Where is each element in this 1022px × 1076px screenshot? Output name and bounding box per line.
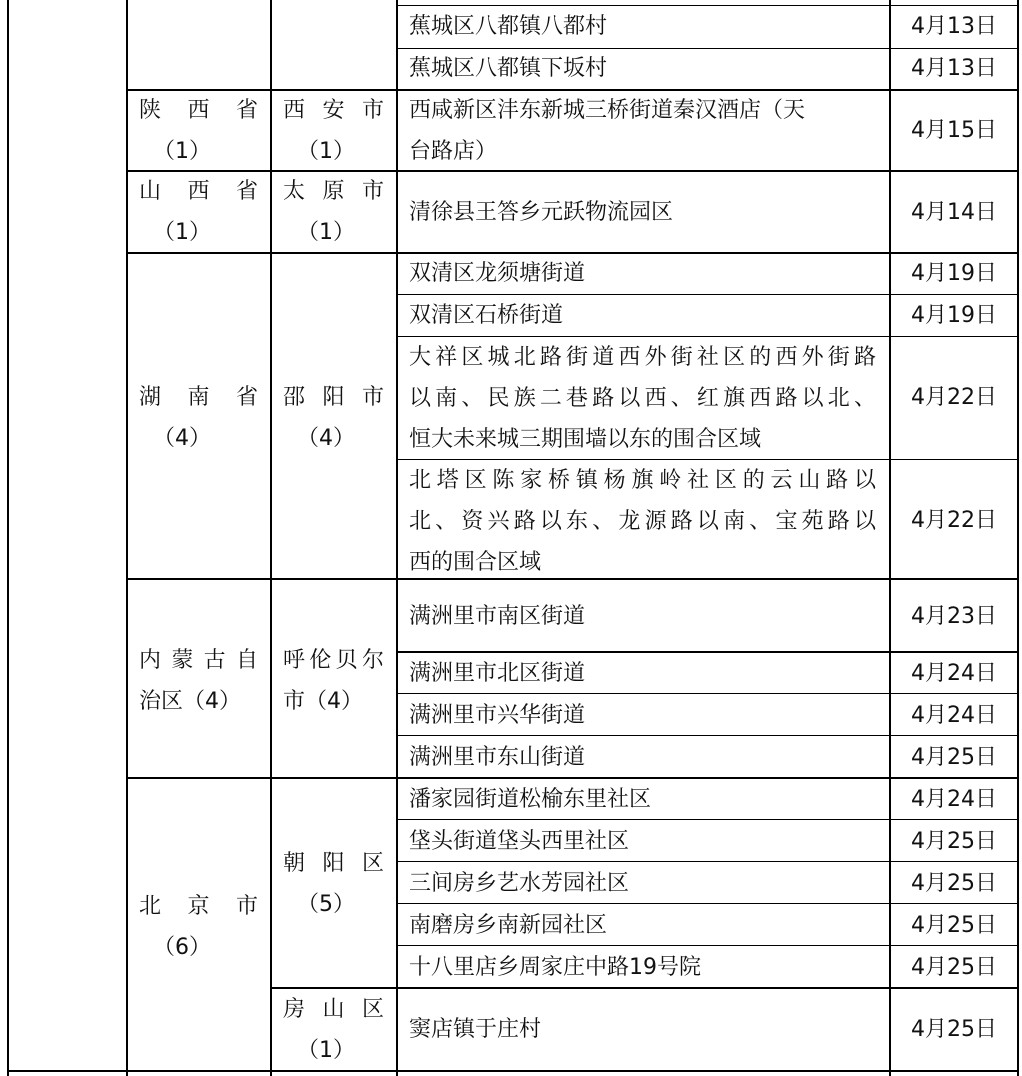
date-cell: 4月14日	[911, 200, 997, 225]
city-count: （5）	[297, 892, 355, 917]
place-line: 西的围合区域	[409, 550, 542, 575]
province-count: （6）	[153, 935, 211, 960]
city-count: （1）	[297, 220, 355, 245]
place-cell: 三间房乡艺水芳园社区	[409, 871, 630, 896]
place-line: 以南、民族二巷路以西、红旗西路以北、	[409, 386, 876, 411]
province-name: 湖南省	[139, 385, 258, 410]
province-cell	[128, 90, 270, 172]
place-cell: 双清区石桥街道	[409, 303, 564, 328]
date-cell: 4月19日	[911, 303, 997, 328]
place-cell: 十八里店乡周家庄中路19号院	[409, 955, 701, 980]
city-cell	[272, 640, 396, 722]
place-line: 西咸新区沣东新城三桥街道秦汉酒店（天	[409, 98, 806, 123]
table-border	[7, 1070, 1019, 1072]
place-line: 台路店）	[409, 139, 498, 164]
province-cell	[128, 377, 270, 459]
province-cell	[128, 171, 270, 253]
city-cell	[272, 843, 396, 925]
place-line: 恒大未来城三期围墙以东的围合区域	[409, 427, 762, 452]
city-count: （1）	[297, 139, 355, 164]
province-cell	[128, 886, 270, 968]
place-cell: 垡头街道垡头西里社区	[409, 829, 630, 854]
city-cell	[272, 989, 396, 1071]
place-cell: 满洲里市兴华街道	[409, 703, 586, 728]
province-name: 北京市	[139, 894, 258, 919]
date-cell: 4月24日	[911, 661, 997, 686]
city-name: 房山区	[283, 997, 384, 1022]
place-cell: 双清区龙须塘街道	[409, 261, 586, 286]
table-border	[7, 0, 9, 1076]
province-cell	[128, 640, 270, 722]
city-name: 邵阳市	[283, 385, 384, 410]
place-cell: 清徐县王答乡元跃物流园区	[409, 200, 674, 225]
place-cell	[398, 337, 888, 460]
date-cell: 4月25日	[911, 913, 997, 938]
place-cell: 潘家园街道松榆东里社区	[409, 787, 652, 812]
province-count: （1）	[153, 220, 211, 245]
place-cell: 满洲里市北区街道	[409, 661, 586, 686]
province-count: （4）	[153, 426, 211, 451]
province-name: 陕西省	[139, 98, 258, 123]
province-count: （1）	[153, 139, 211, 164]
date-cell: 4月25日	[911, 745, 997, 770]
date-cell: 4月15日	[911, 118, 997, 143]
place-cell: 满洲里市东山街道	[409, 745, 586, 770]
date-cell: 4月13日	[911, 14, 997, 39]
place-line: 大祥区城北路街道西外街社区的西外街路	[409, 345, 876, 370]
province-name: 内蒙古自	[139, 648, 258, 673]
province-name: 治区（4）	[139, 689, 241, 714]
city-cell	[272, 90, 396, 172]
place-line: 北、资兴路以东、龙源路以南、宝苑路以	[409, 509, 876, 534]
city-name: 太原市	[283, 179, 384, 204]
city-count: （1）	[297, 1038, 355, 1063]
city-name: 西安市	[283, 98, 384, 123]
city-name: 朝阳区	[283, 851, 384, 876]
place-cell: 蕉城区八都镇下坂村	[409, 56, 608, 81]
date-cell: 4月25日	[911, 1017, 997, 1042]
date-cell: 4月13日	[911, 56, 997, 81]
date-cell: 4月22日	[911, 385, 997, 410]
city-name: 市（4）	[283, 689, 363, 714]
city-cell	[272, 377, 396, 459]
place-line: 北塔区陈家桥镇杨旗岭社区的云山路以	[409, 468, 876, 493]
date-cell: 4月24日	[911, 787, 997, 812]
date-cell: 4月25日	[911, 871, 997, 896]
city-name: 呼伦贝尔	[283, 648, 384, 673]
place-cell: 满洲里市南区街道	[409, 604, 586, 629]
place-cell	[398, 460, 888, 583]
date-cell: 4月24日	[911, 703, 997, 728]
city-cell	[272, 171, 396, 253]
date-cell: 4月19日	[911, 261, 997, 286]
table-border	[1017, 0, 1019, 1076]
place-cell: 窦店镇于庄村	[409, 1017, 542, 1042]
city-count: （4）	[297, 426, 355, 451]
province-name: 山西省	[139, 179, 258, 204]
place-cell: 蕉城区八都镇八都村	[409, 14, 608, 39]
date-cell: 4月25日	[911, 955, 997, 980]
place-cell	[398, 90, 888, 172]
date-cell: 4月22日	[911, 508, 997, 533]
date-cell: 4月25日	[911, 829, 997, 854]
date-cell: 4月23日	[911, 604, 997, 629]
place-cell: 南磨房乡南新园社区	[409, 913, 608, 938]
